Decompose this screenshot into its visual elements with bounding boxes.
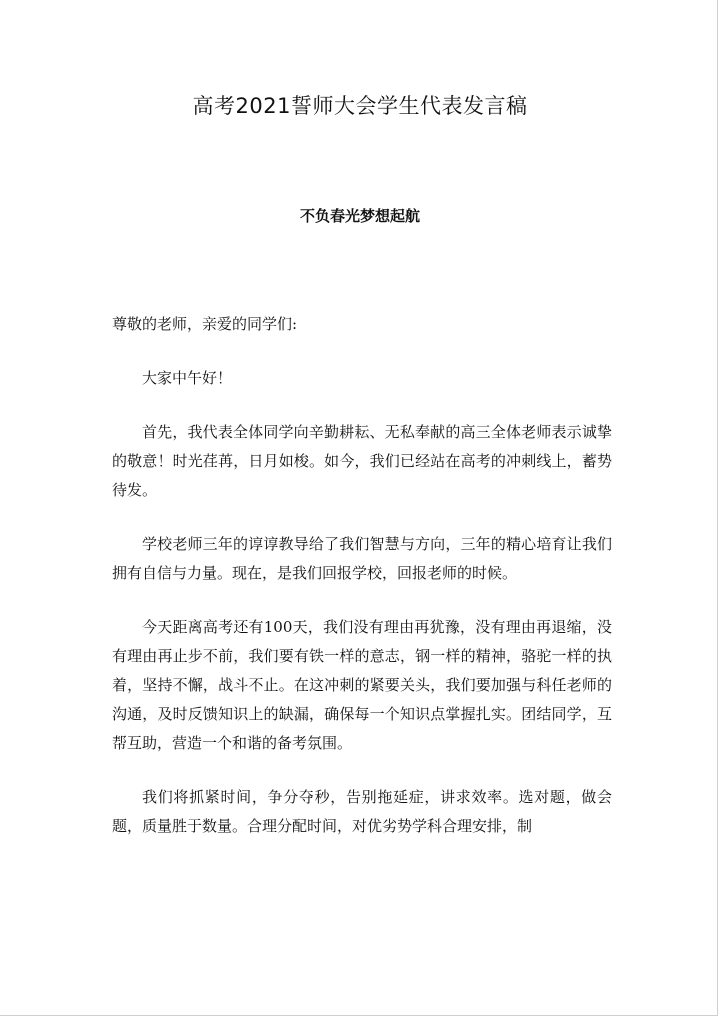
salutation: 尊敬的老师，亲爱的同学们: <box>112 315 298 333</box>
paragraph-greeting: 大家中午好！ <box>142 369 233 387</box>
paragraph-2: 学校老师三年的谆谆教导给了我们智慧与方向，三年的精心培育让我们拥有自信与力量。现在，是我们回报学校，回报老师的时候。 <box>112 535 612 582</box>
document-subtitle: 不负春光梦想起航 <box>299 207 420 225</box>
paragraph-3: 今天距离高考还有100天，我们没有理由再犹豫，没有理由再退缩，没有理由再止步不前，我们要有铁一样的意志，钢一样的精神，骆驼一样的执着，坚持不懈，战斗不止。在这冲刺的紧要关头，我们要加强与科任老师的沟通，及时反馈知识上的缺漏，确保每一个知识点掌握扎实。团结同学，互帮互助，营造一个和谐的备考氛围。 <box>112 618 612 752</box>
document-title: 高考2021誓师大会学生代表发言稿 <box>192 94 528 118</box>
paragraph-4: 我们将抓紧时间，争分夺秒，告别拖延症，讲求效率。选对题，做会题，质量胜于数量。合理分配时间，对优劣势学科合理安排，制 <box>112 788 612 835</box>
paragraph-1: 首先，我代表全体同学向辛勤耕耘、无私奉献的高三全体老师表示诚挚的敬意！时光荏苒，日月如梭。如今，我们已经站在高考的冲刺线上，蓄势待发。 <box>112 423 612 499</box>
document-body <box>112 310 612 841</box>
